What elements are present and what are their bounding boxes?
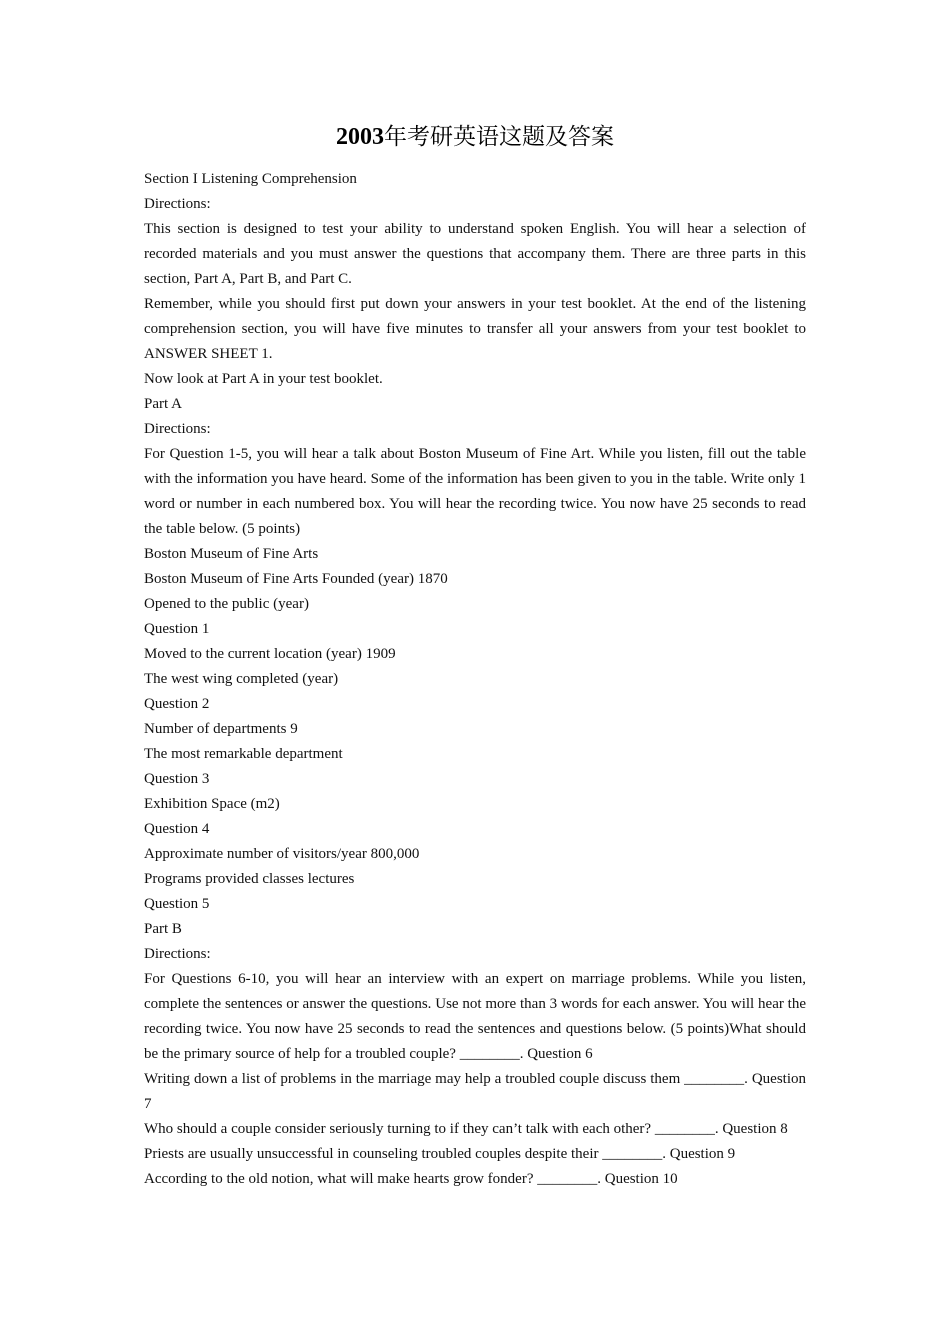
paragraph: Moved to the current location (year) 1909 xyxy=(144,646,396,662)
paragraph: Boston Museum of Fine Arts Founded (year) 1870 xyxy=(144,571,448,587)
paragraph: Writing down a list of problems in the marriage may help a troubled couple discuss them ________. Question 7 xyxy=(144,1071,806,1112)
title-text: 年考研英语这题及答案 xyxy=(384,124,614,150)
paragraph: Priests are usually unsuccessful in counseling troubled couples despite their ________. Question 9 xyxy=(144,1146,736,1162)
paragraph: Approximate number of visitors/year 800,000 xyxy=(144,846,420,862)
paragraph: Who should a couple consider seriously turning to if they can’t talk with each other? ________. Question 8 xyxy=(144,1121,788,1137)
paragraph: Directions: xyxy=(144,946,211,962)
paragraph: Directions: xyxy=(144,196,211,212)
paragraph: Exhibition Space (m2) xyxy=(144,796,280,812)
paragraph: Question 5 xyxy=(144,896,210,912)
paragraph: Directions: xyxy=(144,421,211,437)
paragraph: For Questions 6-10, you will hear an interview with an expert on marriage problems. While you listen, complete the sentences or answer the questions. Use not more than 3 words for each answer. You will hear the recording twice. You now have 25 seconds to read the sentences and questions below. (5 points)What should be the primary source of help for a troubled couple? ________. Question 6 xyxy=(144,971,806,1062)
title-year: 2003 xyxy=(336,124,384,150)
document-body xyxy=(144,167,806,1192)
paragraph: The most remarkable department xyxy=(144,746,343,762)
paragraph: Question 3 xyxy=(144,771,210,787)
paragraph: For Question 1-5, you will hear a talk about Boston Museum of Fine Art. While you listen, fill out the table with the information you have heard. Some of the information has been given to you in the table. Write only 1 word or number in each numbered box. You will hear the recording twice. You now have 25 seconds to read the table below. (5 points) xyxy=(144,446,806,537)
paragraph: Opened to the public (year) xyxy=(144,596,309,612)
paragraph: Programs provided classes lectures xyxy=(144,871,355,887)
paragraph: Part A xyxy=(144,396,182,412)
paragraph: According to the old notion, what will make hearts grow fonder? ________. Question 10 xyxy=(144,1171,678,1187)
paragraph: This section is designed to test your ability to understand spoken English. You will hear a selection of recorded materials and you must answer the questions that accompany them. There are three parts in this section, Part A, Part B, and Part C. xyxy=(144,221,806,287)
page-title xyxy=(0,118,950,151)
paragraph: Part B xyxy=(144,921,182,937)
paragraph: Number of departments 9 xyxy=(144,721,298,737)
paragraph: Section I Listening Comprehension xyxy=(144,171,357,187)
paragraph: Question 4 xyxy=(144,821,210,837)
paragraph: Now look at Part A in your test booklet. xyxy=(144,371,383,387)
paragraph: The west wing completed (year) xyxy=(144,671,339,687)
paragraph: Question 1 xyxy=(144,621,210,637)
paragraph: Question 2 xyxy=(144,696,210,712)
paragraph: Boston Museum of Fine Arts xyxy=(144,546,319,562)
paragraph: Remember, while you should first put down your answers in your test booklet. At the end of the listening comprehension section, you will have five minutes to transfer all your answers from your test booklet to ANSWER SHEET 1. xyxy=(144,296,806,362)
